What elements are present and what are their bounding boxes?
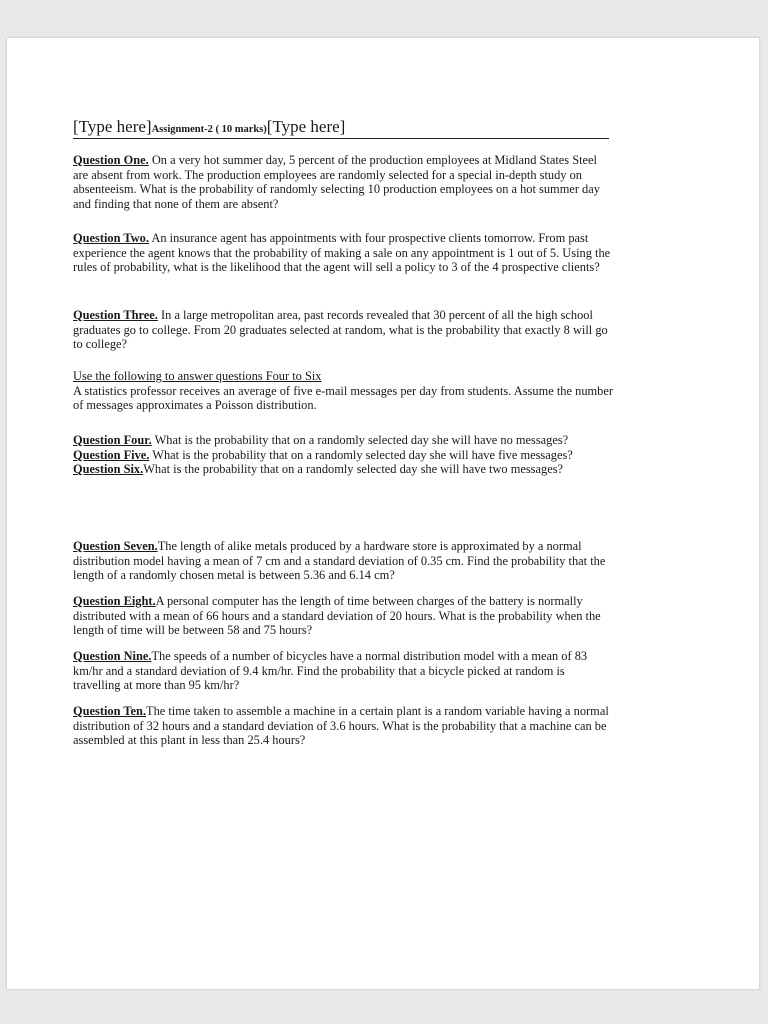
question-nine-text: The speeds of a number of bicycles have a normal distribution model with a mean of 83 km/hr and a standard deviation of 9.4 km/hr. Find the probability that a bicycle picked at random is travelling at more than 95 km/hr? bbox=[73, 649, 588, 693]
question-five-text: What is the probability that on a randomly selected day she will have five messages? bbox=[149, 447, 573, 462]
question-two-heading: Question Two. bbox=[73, 231, 149, 245]
question-one-text: On a very hot summer day, 5 percent of the production employees at Midland States Steel are absent from work. The production employees are randomly selected for a special in-depth study on absenteeism. What is the probability of randomly selecting 10 production employees on a hot summer day and finding that none of them are absent? bbox=[73, 153, 600, 211]
document-page bbox=[6, 37, 760, 990]
question-six-text: What is the probability that on a randomly selected day she will have two messages? bbox=[143, 462, 564, 477]
question-one-heading: Question One. bbox=[73, 153, 149, 167]
question-eight bbox=[73, 594, 613, 638]
question-eight-heading: Question Eight. bbox=[73, 594, 156, 608]
page-header bbox=[73, 117, 609, 139]
question-five-heading: Question Five. bbox=[73, 447, 150, 462]
question-seven-text: The length of alike metals produced by a hardware store is approximated by a normal distribution model having a mean of 7 cm and a standard deviation of 0.35 cm. Find the probability that the length of a randomly chosen metal is between 5.36 and 6.14 cm? bbox=[73, 539, 606, 583]
question-ten-text: The time taken to assemble a machine in a certain plant is a random variable having a normal distribution of 32 hours and a standard deviation of 3.6 hours. What is the probability that a machine can be assembled at this plant in less than 25.4 hours? bbox=[73, 704, 609, 748]
poisson-intro-text: A statistics professor receives an average of five e-mail messages per day from students. Assume the number of messages approximates a Poisson distribution. bbox=[73, 383, 613, 413]
question-seven-heading: Question Seven. bbox=[73, 539, 158, 553]
question-six-heading: Question Six. bbox=[73, 462, 144, 477]
question-three-text: In a large metropolitan area, past records revealed that 30 percent of all the high school graduates go to college. From 20 graduates selected at random, what is the probability that exactly 8 will go to college? bbox=[73, 308, 608, 352]
question-one bbox=[73, 153, 613, 211]
question-ten bbox=[73, 704, 613, 748]
poisson-intro bbox=[73, 369, 613, 413]
poisson-intro-heading: Use the following to answer questions Four to Six bbox=[73, 369, 322, 383]
question-two bbox=[73, 231, 613, 275]
question-four-heading: Question Four. bbox=[73, 433, 152, 447]
header-right-placeholder[interactable]: [Type here] bbox=[266, 117, 346, 136]
question-nine bbox=[73, 649, 613, 693]
question-eight-text: A personal computer has the length of time between charges of the battery is normally distributed with a mean of 66 hours and a standard deviation of 20 hours. What is the probability when the length of time will be between 58 and 75 hours? bbox=[73, 594, 601, 638]
question-five bbox=[73, 448, 613, 463]
question-six bbox=[73, 462, 613, 477]
question-four bbox=[73, 433, 613, 448]
question-four-text: What is the probability that on a randomly selected day she will have no messages? bbox=[151, 433, 569, 447]
questions-four-to-six bbox=[73, 433, 613, 477]
question-three bbox=[73, 308, 613, 352]
assignment-title: Assignment-2 ( 10 marks) bbox=[151, 124, 267, 135]
question-two-text: An insurance agent has appointments with four prospective clients tomorrow. From past experience the agent knows that the probability of making a sale on any appointment is 1 out of 5. Using the rules of probability, what is the likelihood that the agent will sell a policy to 3 of the 4 prospective clients? bbox=[73, 231, 611, 275]
header-left-placeholder[interactable]: [Type here] bbox=[73, 117, 152, 136]
question-nine-heading: Question Nine. bbox=[73, 649, 152, 663]
question-ten-heading: Question Ten. bbox=[73, 704, 146, 718]
question-seven bbox=[73, 539, 613, 583]
question-three-heading: Question Three. bbox=[73, 308, 158, 322]
